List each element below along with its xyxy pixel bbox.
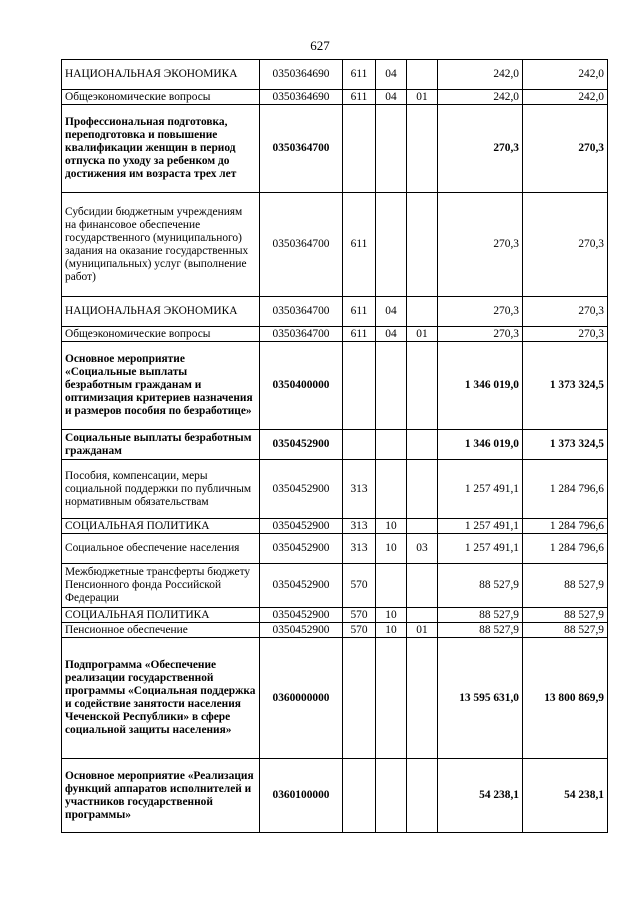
row-section-cell (376, 759, 407, 833)
row-subsection-cell (407, 342, 438, 430)
row-section-cell (376, 193, 407, 297)
row-expense-type-cell (343, 342, 376, 430)
row-amount-year1-cell: 1 257 491,1 (438, 534, 523, 564)
row-expense-type-cell: 611 (343, 90, 376, 105)
row-subsection-cell: 01 (407, 327, 438, 342)
row-section-cell: 04 (376, 90, 407, 105)
row-name-cell: НАЦИОНАЛЬНАЯ ЭКОНОМИКА (62, 60, 260, 90)
row-name-cell: Основное мероприятие «Социальные выплаты безработным гражданам и оптимизация критериев назначения и размеров пособия по безработице» (62, 342, 260, 430)
row-section-cell (376, 638, 407, 759)
row-subsection-cell (407, 759, 438, 833)
table-row (62, 564, 608, 608)
row-subsection-cell: 03 (407, 534, 438, 564)
row-section-cell: 04 (376, 60, 407, 90)
row-name-cell: Профессиональная подготовка, переподготовка и повышение квалификации женщин в период отпуска по уходу за ребенком до достижения им возраста трех лет (62, 105, 260, 193)
row-code-cell: 0350452900 (260, 430, 343, 460)
row-amount-year1-cell: 242,0 (438, 60, 523, 90)
row-expense-type-cell: 611 (343, 327, 376, 342)
table-row (62, 193, 608, 297)
row-name-cell: СОЦИАЛЬНАЯ ПОЛИТИКА (62, 608, 260, 623)
table-row (62, 60, 608, 90)
row-expense-type-cell (343, 430, 376, 460)
row-code-cell: 0350452900 (260, 623, 343, 638)
row-section-cell: 04 (376, 297, 407, 327)
row-code-cell: 0350364690 (260, 90, 343, 105)
row-amount-year2-cell: 242,0 (523, 60, 608, 90)
row-section-cell: 10 (376, 534, 407, 564)
row-amount-year1-cell: 88 527,9 (438, 608, 523, 623)
row-section-cell: 10 (376, 519, 407, 534)
row-name-cell: Социальные выплаты безработным гражданам (62, 430, 260, 460)
row-name-cell: Межбюджетные трансферты бюджету Пенсионного фонда Российской Федерации (62, 564, 260, 608)
row-subsection-cell (407, 297, 438, 327)
row-amount-year2-cell: 270,3 (523, 105, 608, 193)
row-subsection-cell (407, 564, 438, 608)
row-code-cell: 0350364690 (260, 60, 343, 90)
row-amount-year2-cell: 242,0 (523, 90, 608, 105)
row-name-cell: Основное мероприятие «Реализация функций аппаратов исполнителей и участников государственной программы» (62, 759, 260, 833)
row-amount-year2-cell: 1 284 796,6 (523, 519, 608, 534)
row-section-cell (376, 564, 407, 608)
row-expense-type-cell: 313 (343, 519, 376, 534)
row-section-cell (376, 460, 407, 519)
row-expense-type-cell: 570 (343, 564, 376, 608)
row-expense-type-cell (343, 638, 376, 759)
table-row (62, 534, 608, 564)
row-expense-type-cell: 611 (343, 193, 376, 297)
table-row (62, 297, 608, 327)
row-name-cell: Общеэкономические вопросы (62, 90, 260, 105)
row-code-cell: 0350364700 (260, 193, 343, 297)
row-amount-year1-cell: 88 527,9 (438, 564, 523, 608)
row-code-cell: 0350400000 (260, 342, 343, 430)
row-section-cell: 10 (376, 608, 407, 623)
row-amount-year2-cell: 270,3 (523, 297, 608, 327)
row-amount-year1-cell: 270,3 (438, 297, 523, 327)
row-subsection-cell (407, 193, 438, 297)
table-row (62, 519, 608, 534)
row-amount-year2-cell: 13 800 869,9 (523, 638, 608, 759)
row-amount-year1-cell: 1 257 491,1 (438, 460, 523, 519)
row-expense-type-cell: 570 (343, 623, 376, 638)
row-subsection-cell (407, 608, 438, 623)
row-name-cell: Социальное обеспечение населения (62, 534, 260, 564)
table-row (62, 623, 608, 638)
row-code-cell: 0350452900 (260, 519, 343, 534)
row-name-cell: Субсидии бюджетным учреждениям на финансовое обеспечение государственного (муниципального) задания на оказание государственных (муниципальных) услуг (выполнение работ) (62, 193, 260, 297)
row-amount-year2-cell: 88 527,9 (523, 564, 608, 608)
row-subsection-cell: 01 (407, 90, 438, 105)
row-section-cell: 04 (376, 327, 407, 342)
row-code-cell: 0350452900 (260, 534, 343, 564)
row-amount-year1-cell: 1 257 491,1 (438, 519, 523, 534)
row-subsection-cell (407, 430, 438, 460)
row-amount-year2-cell: 54 238,1 (523, 759, 608, 833)
row-section-cell (376, 430, 407, 460)
row-subsection-cell (407, 60, 438, 90)
row-amount-year2-cell: 270,3 (523, 327, 608, 342)
row-code-cell: 0350364700 (260, 105, 343, 193)
row-subsection-cell (407, 460, 438, 519)
row-amount-year1-cell: 1 346 019,0 (438, 342, 523, 430)
table-row (62, 460, 608, 519)
row-expense-type-cell: 313 (343, 460, 376, 519)
table-row (62, 759, 608, 833)
row-expense-type-cell: 611 (343, 297, 376, 327)
page-number: 627 (310, 38, 330, 53)
row-section-cell (376, 105, 407, 193)
row-section-cell (376, 342, 407, 430)
table-row (62, 342, 608, 430)
row-name-cell: Пенсионное обеспечение (62, 623, 260, 638)
row-amount-year1-cell: 242,0 (438, 90, 523, 105)
table-row (62, 105, 608, 193)
row-amount-year1-cell: 88 527,9 (438, 623, 523, 638)
row-amount-year2-cell: 88 527,9 (523, 608, 608, 623)
row-code-cell: 0350452900 (260, 460, 343, 519)
row-expense-type-cell: 313 (343, 534, 376, 564)
row-code-cell: 0350452900 (260, 564, 343, 608)
row-amount-year1-cell: 54 238,1 (438, 759, 523, 833)
row-amount-year1-cell: 270,3 (438, 193, 523, 297)
row-amount-year2-cell: 1 373 324,5 (523, 342, 608, 430)
row-amount-year1-cell: 270,3 (438, 327, 523, 342)
table-row (62, 638, 608, 759)
row-name-cell: Пособия, компенсации, меры социальной поддержки по публичным нормативным обязательствам (62, 460, 260, 519)
row-amount-year1-cell: 13 595 631,0 (438, 638, 523, 759)
row-name-cell: Общеэкономические вопросы (62, 327, 260, 342)
row-code-cell: 0350452900 (260, 608, 343, 623)
row-name-cell: Подпрограмма «Обеспечение реализации государственной программы «Социальная поддержка и содействие занятости населения Чеченской Республики» в сфере социальной защиты населения» (62, 638, 260, 759)
row-subsection-cell (407, 638, 438, 759)
row-amount-year2-cell: 1 373 324,5 (523, 430, 608, 460)
row-amount-year2-cell: 1 284 796,6 (523, 534, 608, 564)
row-code-cell: 0350364700 (260, 297, 343, 327)
row-expense-type-cell (343, 105, 376, 193)
row-code-cell: 0360000000 (260, 638, 343, 759)
table-row (62, 327, 608, 342)
row-expense-type-cell: 611 (343, 60, 376, 90)
row-name-cell: НАЦИОНАЛЬНАЯ ЭКОНОМИКА (62, 297, 260, 327)
budget-table (61, 59, 608, 833)
row-subsection-cell (407, 519, 438, 534)
row-expense-type-cell: 570 (343, 608, 376, 623)
row-code-cell: 0350364700 (260, 327, 343, 342)
row-section-cell: 10 (376, 623, 407, 638)
table-row (62, 608, 608, 623)
row-expense-type-cell (343, 759, 376, 833)
row-name-cell: СОЦИАЛЬНАЯ ПОЛИТИКА (62, 519, 260, 534)
row-amount-year1-cell: 270,3 (438, 105, 523, 193)
row-amount-year1-cell: 1 346 019,0 (438, 430, 523, 460)
table-row (62, 430, 608, 460)
row-amount-year2-cell: 270,3 (523, 193, 608, 297)
row-amount-year2-cell: 1 284 796,6 (523, 460, 608, 519)
row-subsection-cell: 01 (407, 623, 438, 638)
table-row (62, 90, 608, 105)
row-code-cell: 0360100000 (260, 759, 343, 833)
row-subsection-cell (407, 105, 438, 193)
row-amount-year2-cell: 88 527,9 (523, 623, 608, 638)
